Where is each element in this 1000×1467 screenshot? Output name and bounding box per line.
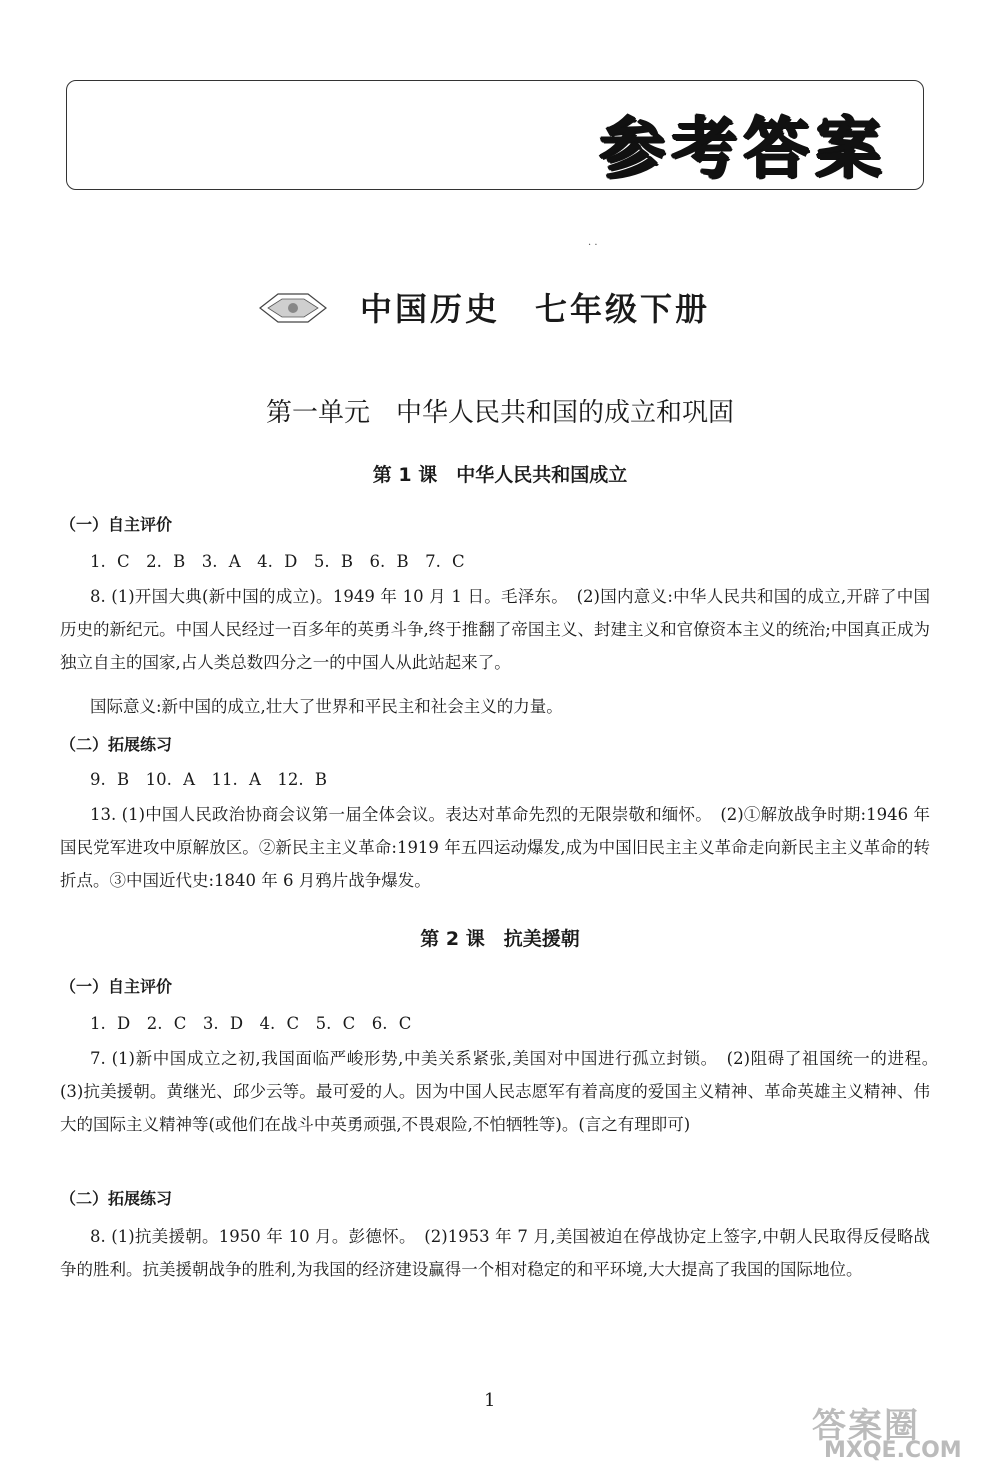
book-title: 中国历史 七年级下册 (360, 290, 711, 328)
watermark-url: MXQE.COM (824, 1438, 962, 1463)
book-title-row (0, 284, 1000, 334)
section-heading: （二）拓展练习 (60, 1189, 173, 1208)
unit-title: 第一单元 中华人民共和国的成立和巩固 (265, 398, 734, 428)
header-banner (66, 80, 924, 190)
answer-paragraph: 国际意义:新中国的成立,壮大了世界和平民主和社会主义的力量。 (90, 697, 563, 716)
answer-list: 1. C 2. B 3. A 4. D 5. B 6. B 7. C (90, 552, 465, 571)
section-heading: （一）自主评价 (60, 515, 173, 534)
answer-paragraph: 13. (1)中国人民政治协商会议第一届全体会议。表达对革命先烈的无限崇敬和缅怀。 (2)①解放战争时期:1946 年国民党军进攻中原解放区。②新民主主义革命:1919 年五四运动爆发,成为中国旧民主主义革命走向新民主主义革命的转折点。③中国近代史:1840 年 6 月鸦片战争爆发。 (60, 805, 930, 890)
lesson-title: 第 2 课 抗美援朝 (420, 928, 580, 950)
answer-list: 9. B 10. A 11. A 12. B (90, 770, 328, 789)
watermark-text: 答案圈 (812, 1406, 920, 1446)
answer-paragraph: 8. (1)开国大典(新中国的成立)。1949 年 10 月 1 日。毛泽东。 (2)国内意义:中华人民共和国的成立,开辟了中国历史的新纪元。中国人民经过一百多年的英勇斗争,终于推翻了帝国主义、封建主义和官僚资本主义的统治;中国真正成为独立自主的国家,占人类总数四分之一的中国人从此站起来了。 (60, 587, 930, 672)
answer-paragraph: 8. (1)抗美援朝。1950 年 10 月。彭德怀。 (2)1953 年 7 月,美国被迫在停战协定上签字,中朝人民取得反侵略战争的胜利。抗美援朝战争的胜利,为我国的经济建设赢得一个相对稳定的和平环境,大大提高了我国的国际地位。 (60, 1227, 930, 1279)
section-heading: （二）拓展练习 (60, 735, 173, 754)
ornament-icon (258, 290, 328, 326)
page-number: 1 (484, 1390, 496, 1411)
answer-paragraph: 7. (1)新中国成立之初,我国面临严峻形势,中美关系紧张,美国对中国进行孤立封锁。 (2)阻碍了祖国统一的进程。 (3)抗美援朝。黄继光、邱少云等。最可爱的人。因为中国人民志愿军有着高度的爱国主义精神、革命英雄主义精神、伟大的国际主义精神等(或他们在战斗中英勇顽强,不畏艰险,不怕牺牲等)。(言之有理即可) (60, 1049, 947, 1134)
answer-list: 1. D 2. C 3. D 4. C 5. C 6. C (90, 1014, 412, 1033)
header-title: 参考答案 (599, 110, 887, 187)
section-heading: （一）自主评价 (60, 977, 173, 996)
decorative-dots: · · (588, 240, 598, 251)
lesson-title: 第 1 课 中华人民共和国成立 (372, 464, 628, 486)
watermark-logo (812, 1398, 992, 1462)
